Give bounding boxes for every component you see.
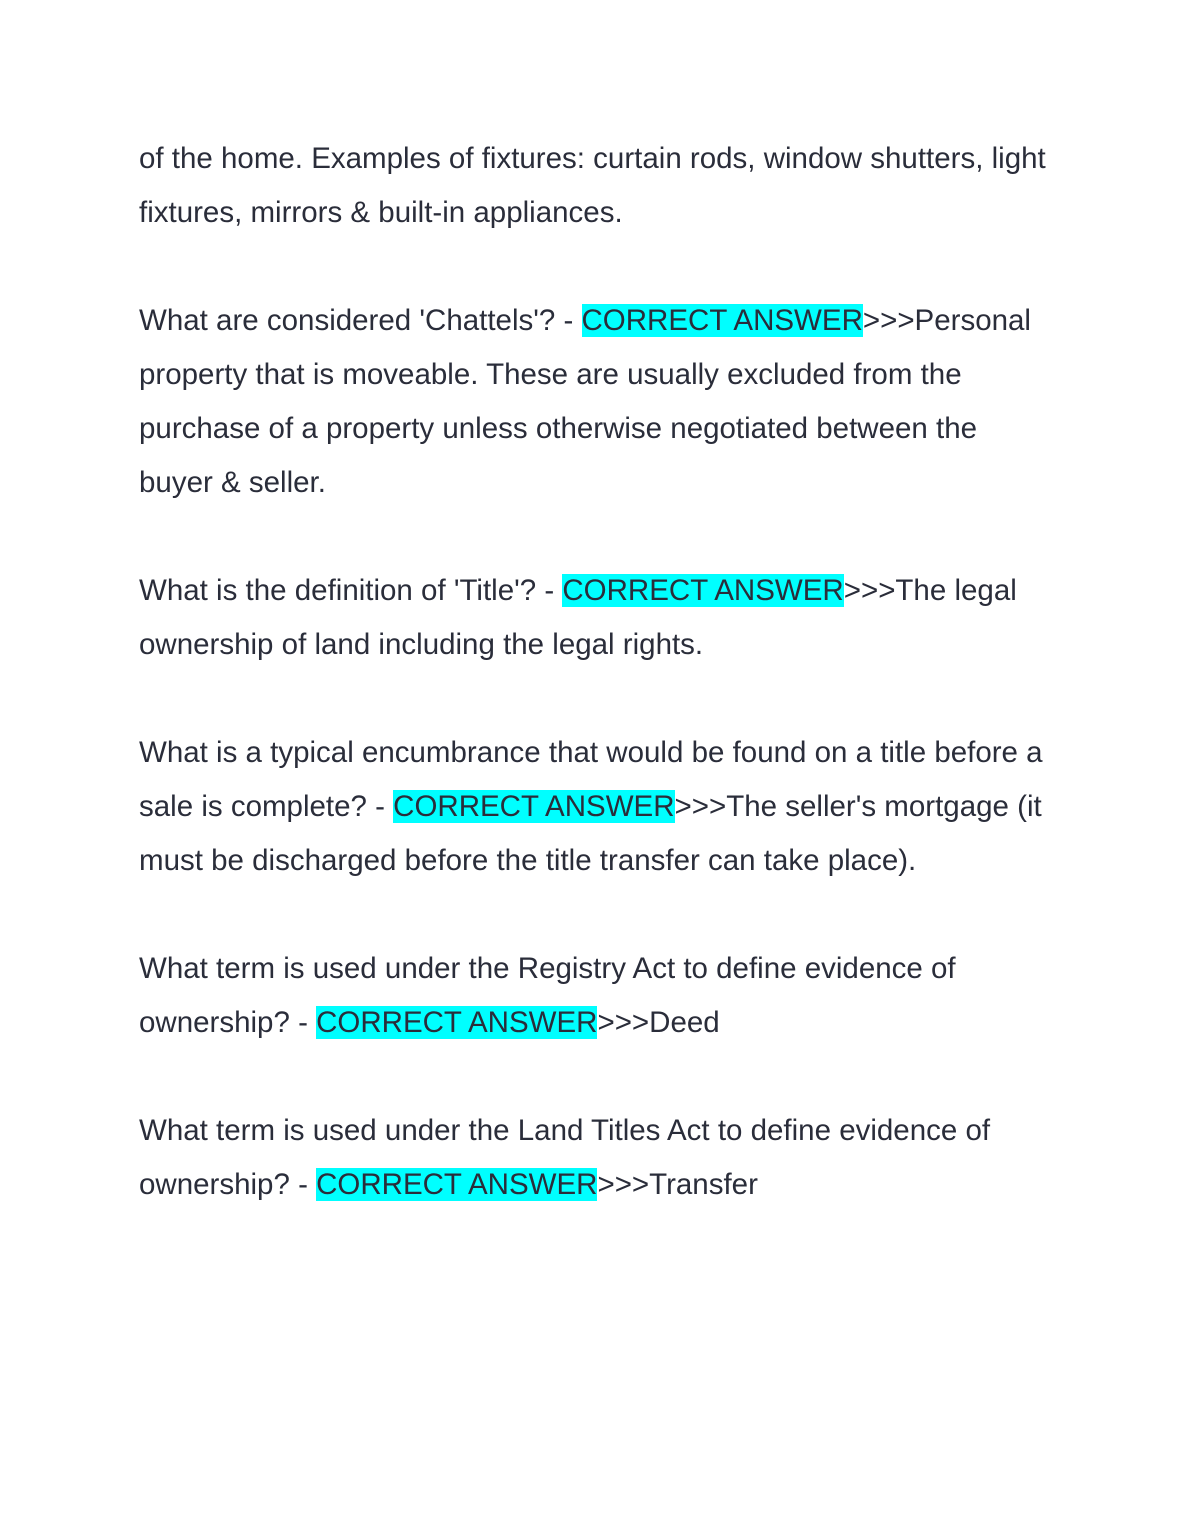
answer-text: >>>Personal property that is moveable. These are usually excluded from the purchase of a property unless otherwise negotiated between the buyer & seller. bbox=[139, 304, 1031, 499]
question-text: What is the definition of 'Title'? - bbox=[139, 574, 563, 607]
correct-answer-highlight: CORRECT ANSWER bbox=[562, 574, 844, 607]
correct-answer-highlight: CORRECT ANSWER bbox=[581, 304, 863, 337]
question-text: What term is used under the Registry Act to define evidence of ownership? - bbox=[139, 952, 956, 1039]
answer-text: >>>Transfer bbox=[597, 1168, 758, 1201]
qa-item bbox=[139, 564, 1049, 672]
correct-answer-highlight: CORRECT ANSWER bbox=[393, 790, 675, 823]
correct-answer-highlight: CORRECT ANSWER bbox=[316, 1006, 598, 1039]
question-text: What term is used under the Land Titles Act to define evidence of ownership? - bbox=[139, 1114, 991, 1201]
question-text: What are considered 'Chattels'? - bbox=[139, 304, 582, 337]
answer-text: >>>Deed bbox=[597, 1006, 720, 1039]
correct-answer-highlight: CORRECT ANSWER bbox=[316, 1168, 598, 1201]
question-text: What is a typical encumbrance that would be found on a title before a sale is complete? - bbox=[139, 736, 1043, 823]
qa-item bbox=[139, 294, 1049, 510]
intro-paragraph bbox=[139, 132, 1049, 240]
document-body bbox=[139, 132, 1049, 1266]
qa-item bbox=[139, 942, 1049, 1050]
answer-text: >>>The seller's mortgage (it must be discharged before the title transfer can take place). bbox=[139, 790, 1042, 877]
qa-item bbox=[139, 1104, 1049, 1212]
intro-text: of the home. Examples of fixtures: curtain rods, window shutters, light fixtures, mirrors & built-in appliances. bbox=[139, 142, 1046, 229]
answer-text: >>>The legal ownership of land including the legal rights. bbox=[139, 574, 1017, 661]
qa-item bbox=[139, 726, 1049, 888]
